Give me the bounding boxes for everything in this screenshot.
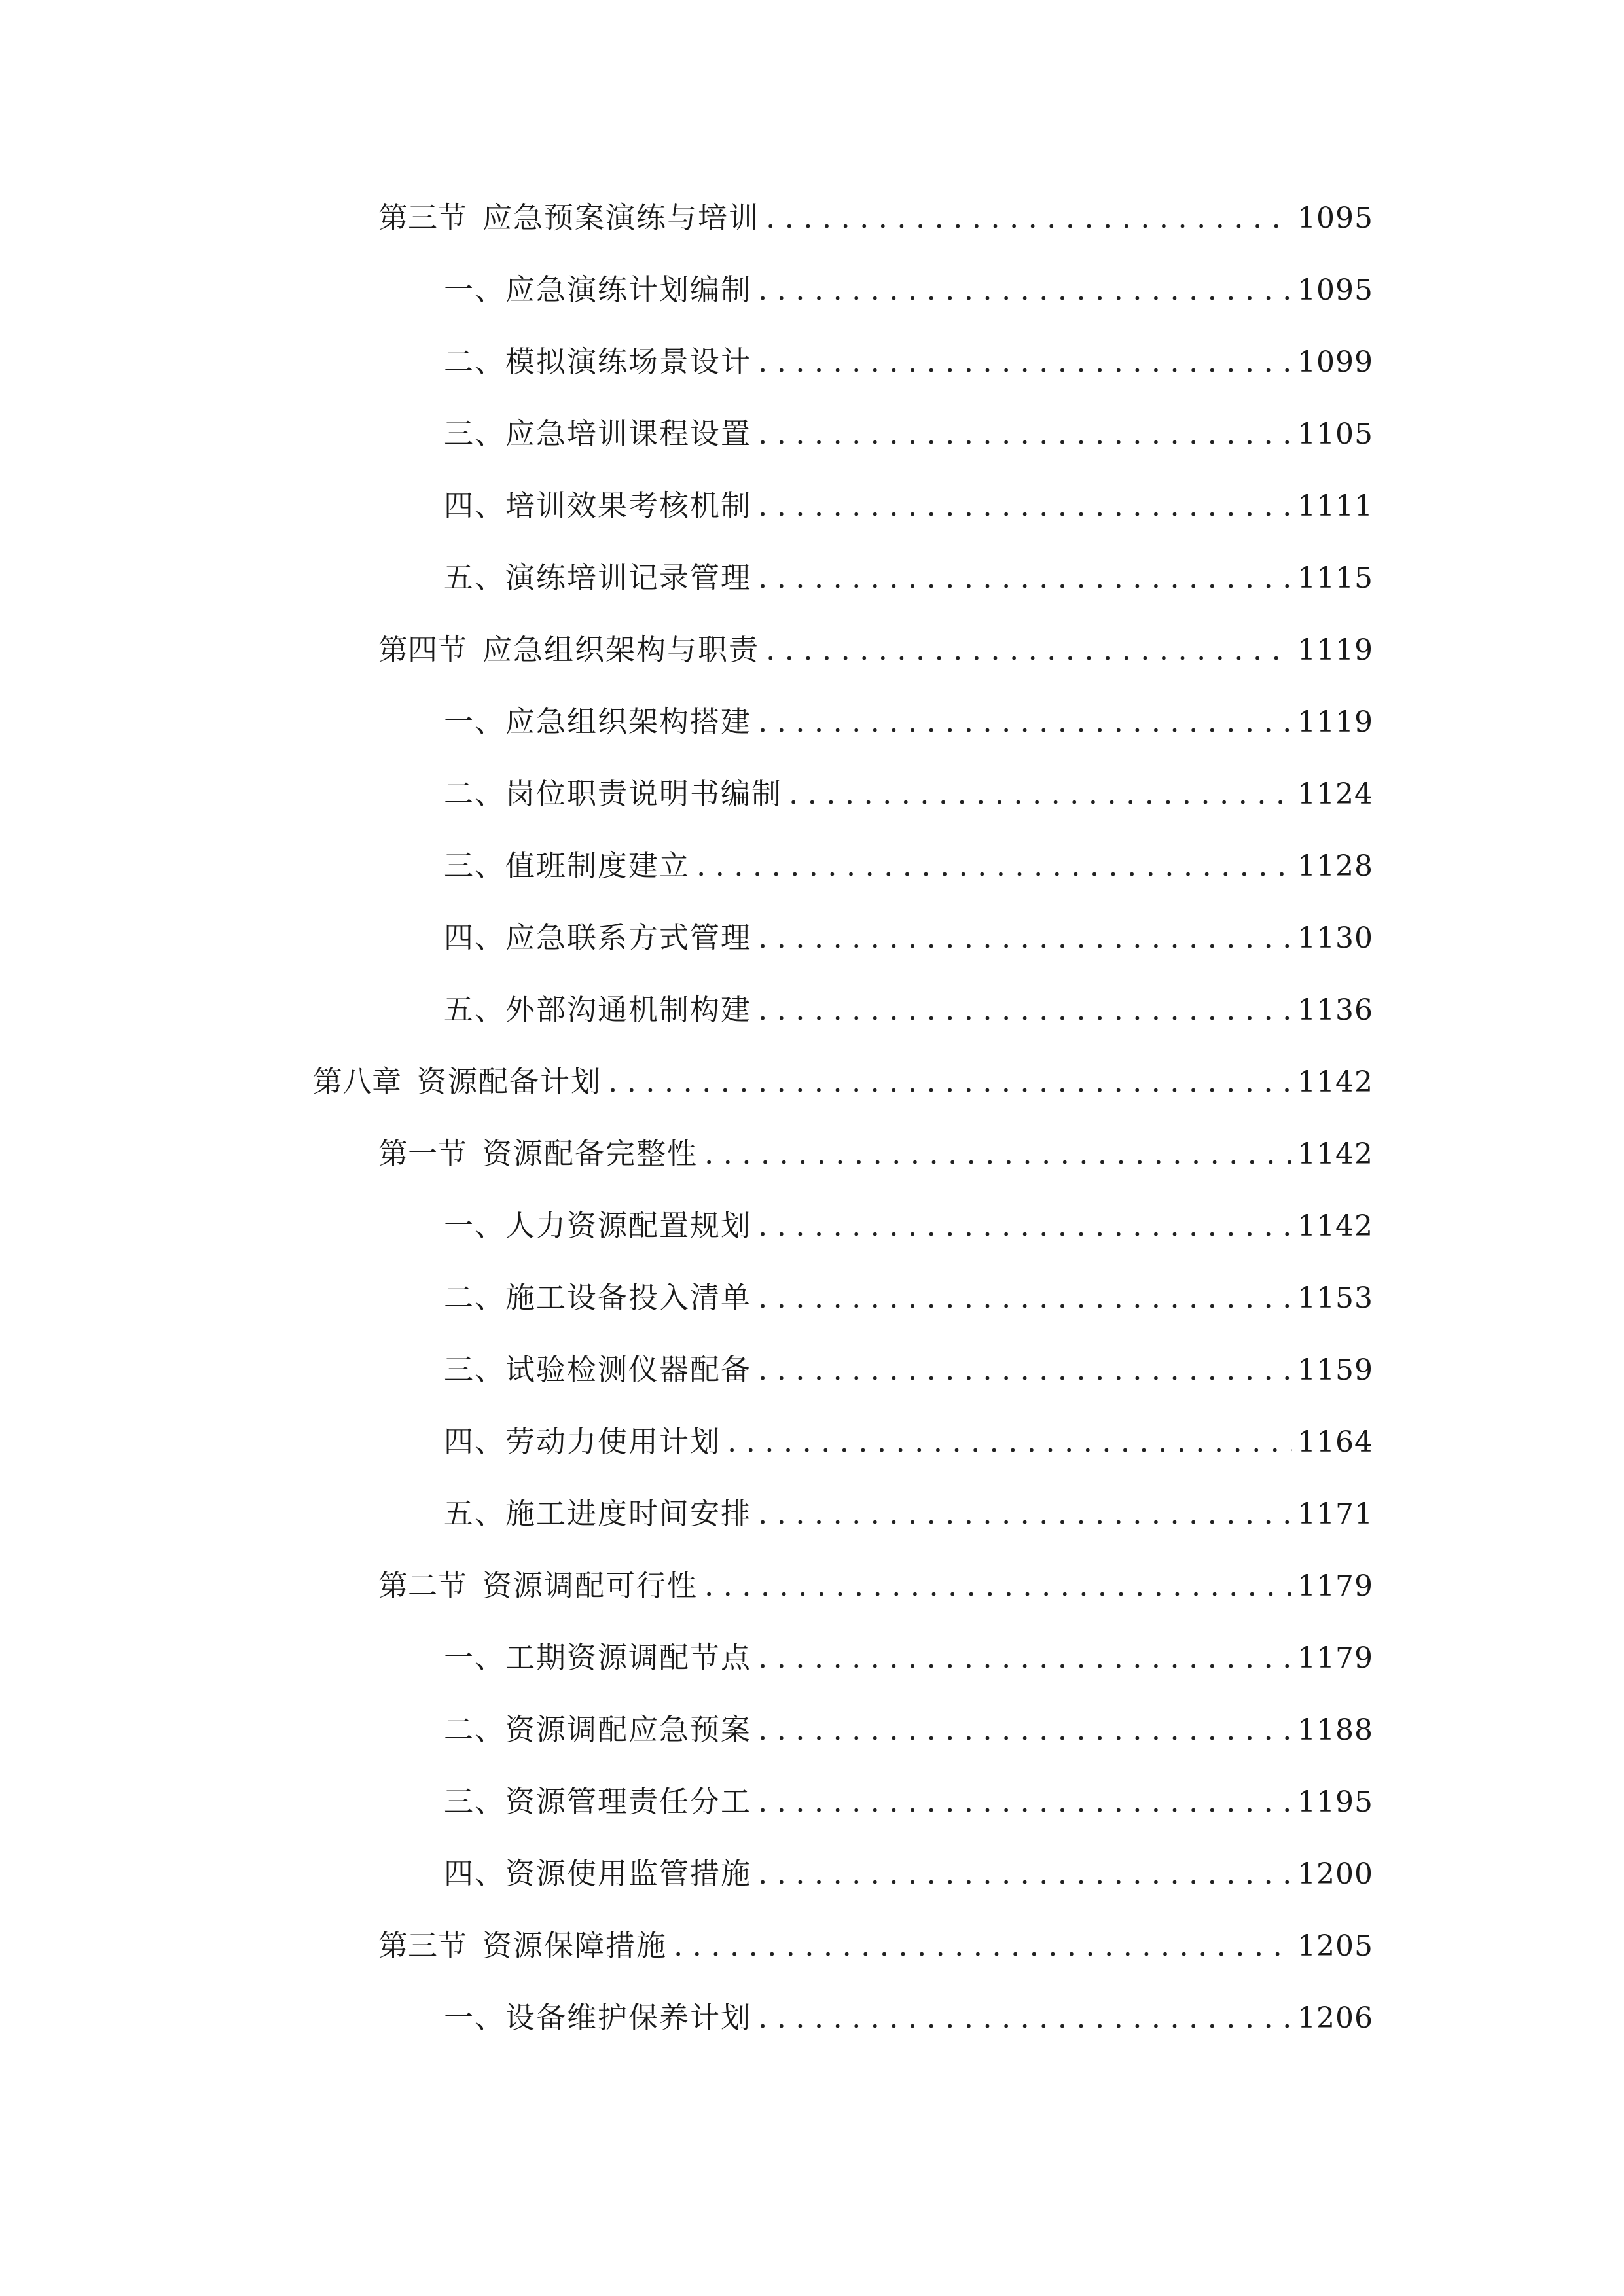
entry-page-number: 1099 xyxy=(1297,346,1373,379)
entry-page-number: 1095 xyxy=(1297,202,1373,235)
entry-title: 资源调配应急预案 xyxy=(505,1712,752,1747)
dot-leader xyxy=(758,1851,1292,1897)
entry-page-number: 1159 xyxy=(1297,1354,1373,1387)
toc-entry xyxy=(378,195,1373,241)
entry-title: 应急演练计划编制 xyxy=(505,272,752,307)
entry-number: 三、 xyxy=(444,848,506,883)
toc-entry xyxy=(444,1491,1373,1537)
entry-number: 第一节 xyxy=(378,1136,467,1171)
entry-number: 五、 xyxy=(444,992,506,1027)
entry-page-number: 1105 xyxy=(1297,418,1373,451)
toc-entry xyxy=(444,1347,1373,1393)
entry-title: 人力资源配置规划 xyxy=(505,1208,752,1243)
dot-leader xyxy=(704,1563,1292,1609)
entry-title: 应急联系方式管理 xyxy=(505,920,752,955)
toc-entry xyxy=(444,483,1373,529)
toc-entry xyxy=(444,1707,1373,1753)
entry-page-number: 1130 xyxy=(1297,922,1373,955)
dot-leader xyxy=(758,411,1292,457)
entry-page-number: 1188 xyxy=(1297,1713,1373,1747)
toc-entry xyxy=(444,1419,1373,1465)
toc-entry xyxy=(444,1635,1373,1681)
toc-entry xyxy=(444,339,1373,385)
entry-number: 四、 xyxy=(444,920,506,955)
entry-page-number: 1142 xyxy=(1297,1210,1373,1243)
entry-number: 二、 xyxy=(444,344,506,379)
entry-number: 一、 xyxy=(444,2000,506,2035)
entry-page-number: 1205 xyxy=(1297,1929,1373,1963)
entry-title: 劳动力使用计划 xyxy=(505,1424,721,1459)
toc-entry xyxy=(444,1275,1373,1321)
entry-title: 资源调配可行性 xyxy=(482,1568,698,1603)
entry-title: 应急组织架构搭建 xyxy=(505,704,752,739)
entry-title: 试验检测仪器配备 xyxy=(505,1352,752,1387)
entry-page-number: 1206 xyxy=(1297,2001,1373,2035)
entry-number: 第四节 xyxy=(378,632,467,667)
entry-number: 一、 xyxy=(444,704,506,739)
entry-title: 资源管理责任分工 xyxy=(505,1784,752,1819)
entry-number: 四、 xyxy=(444,1856,506,1891)
entry-title: 资源保障措施 xyxy=(482,1928,668,1963)
dot-leader xyxy=(674,1923,1292,1969)
entry-page-number: 1200 xyxy=(1297,1857,1373,1891)
entry-number: 第三节 xyxy=(378,1928,467,1963)
entry-number: 一、 xyxy=(444,272,506,307)
toc-entry xyxy=(378,1563,1373,1609)
toc-entry xyxy=(378,627,1373,673)
dot-leader xyxy=(704,1131,1292,1177)
entry-number: 五、 xyxy=(444,1496,506,1531)
entry-title: 资源配备计划 xyxy=(417,1064,602,1099)
entry-page-number: 1119 xyxy=(1297,706,1373,739)
dot-leader xyxy=(608,1059,1292,1105)
entry-number: 二、 xyxy=(444,776,506,811)
toc-entry xyxy=(444,987,1373,1033)
entry-page-number: 1142 xyxy=(1297,1138,1373,1171)
entry-title: 应急培训课程设置 xyxy=(505,416,752,451)
entry-page-number: 1136 xyxy=(1297,994,1373,1027)
dot-leader xyxy=(758,1707,1292,1753)
entry-title: 应急组织架构与职责 xyxy=(482,632,760,667)
entry-page-number: 1119 xyxy=(1297,634,1373,667)
entry-number: 一、 xyxy=(444,1208,506,1243)
entry-number: 第二节 xyxy=(378,1568,467,1603)
entry-title: 资源使用监管措施 xyxy=(505,1856,752,1891)
entry-number: 四、 xyxy=(444,1424,506,1459)
entry-page-number: 1115 xyxy=(1297,562,1373,595)
toc-entry xyxy=(444,267,1373,313)
entry-page-number: 1179 xyxy=(1297,1641,1373,1675)
entry-page-number: 1164 xyxy=(1297,1426,1373,1459)
dot-leader xyxy=(758,1995,1292,2041)
dot-leader xyxy=(758,267,1292,313)
entry-number: 三、 xyxy=(444,1352,506,1387)
dot-leader xyxy=(758,915,1292,961)
dot-leader xyxy=(758,1347,1292,1393)
entry-number: 一、 xyxy=(444,1640,506,1675)
dot-leader xyxy=(758,987,1292,1033)
dot-leader xyxy=(758,1275,1292,1321)
entry-page-number: 1124 xyxy=(1297,778,1373,811)
dot-leader xyxy=(789,771,1292,817)
entry-number: 五、 xyxy=(444,560,506,595)
entry-page-number: 1179 xyxy=(1297,1570,1373,1603)
entry-number: 第三节 xyxy=(378,200,467,235)
toc-entry xyxy=(378,1923,1373,1969)
entry-title: 施工设备投入清单 xyxy=(505,1280,752,1315)
entry-page-number: 1095 xyxy=(1297,274,1373,307)
toc-entry xyxy=(444,1995,1373,2041)
entry-number: 三、 xyxy=(444,1784,506,1819)
entry-title: 培训效果考核机制 xyxy=(505,488,752,523)
entry-page-number: 1142 xyxy=(1297,1066,1373,1099)
toc-entry xyxy=(444,699,1373,745)
dot-leader xyxy=(766,627,1292,673)
dot-leader xyxy=(758,1491,1292,1537)
toc-entry xyxy=(444,1203,1373,1249)
dot-leader xyxy=(766,195,1292,241)
toc-entry xyxy=(444,1779,1373,1825)
toc-entry xyxy=(444,1851,1373,1897)
entry-title: 资源配备完整性 xyxy=(482,1136,698,1171)
toc-entry xyxy=(378,1131,1373,1177)
entry-title: 应急预案演练与培训 xyxy=(482,200,760,235)
entry-title: 岗位职责说明书编制 xyxy=(505,776,783,811)
entry-page-number: 1111 xyxy=(1297,490,1373,523)
toc-entry xyxy=(444,555,1373,601)
dot-leader xyxy=(758,483,1292,529)
dot-leader xyxy=(696,843,1292,889)
toc-entry xyxy=(444,843,1373,889)
entry-title: 施工进度时间安排 xyxy=(505,1496,752,1531)
entry-number: 二、 xyxy=(444,1712,506,1747)
dot-leader xyxy=(758,1635,1292,1681)
dot-leader xyxy=(758,1779,1292,1825)
dot-leader xyxy=(758,699,1292,745)
dot-leader xyxy=(758,1203,1292,1249)
toc-entry xyxy=(444,411,1373,457)
entry-title: 值班制度建立 xyxy=(505,848,691,883)
entry-page-number: 1153 xyxy=(1297,1282,1373,1315)
dot-leader xyxy=(758,339,1292,385)
entry-number: 三、 xyxy=(444,416,506,451)
entry-title: 设备维护保养计划 xyxy=(505,2000,752,2035)
toc-entry xyxy=(444,915,1373,961)
entry-page-number: 1128 xyxy=(1297,850,1373,883)
dot-leader xyxy=(727,1419,1292,1465)
entry-number: 第八章 xyxy=(313,1064,402,1099)
entry-page-number: 1171 xyxy=(1297,1498,1373,1531)
dot-leader xyxy=(758,555,1292,601)
toc-entry xyxy=(313,1059,1373,1105)
entry-number: 二、 xyxy=(444,1280,506,1315)
entry-title: 演练培训记录管理 xyxy=(505,560,752,595)
entry-page-number: 1195 xyxy=(1297,1785,1373,1819)
entry-number: 四、 xyxy=(444,488,506,523)
entry-title: 工期资源调配节点 xyxy=(505,1640,752,1675)
toc-entry xyxy=(444,771,1373,817)
entry-title: 外部沟通机制构建 xyxy=(505,992,752,1027)
entry-title: 模拟演练场景设计 xyxy=(505,344,752,379)
